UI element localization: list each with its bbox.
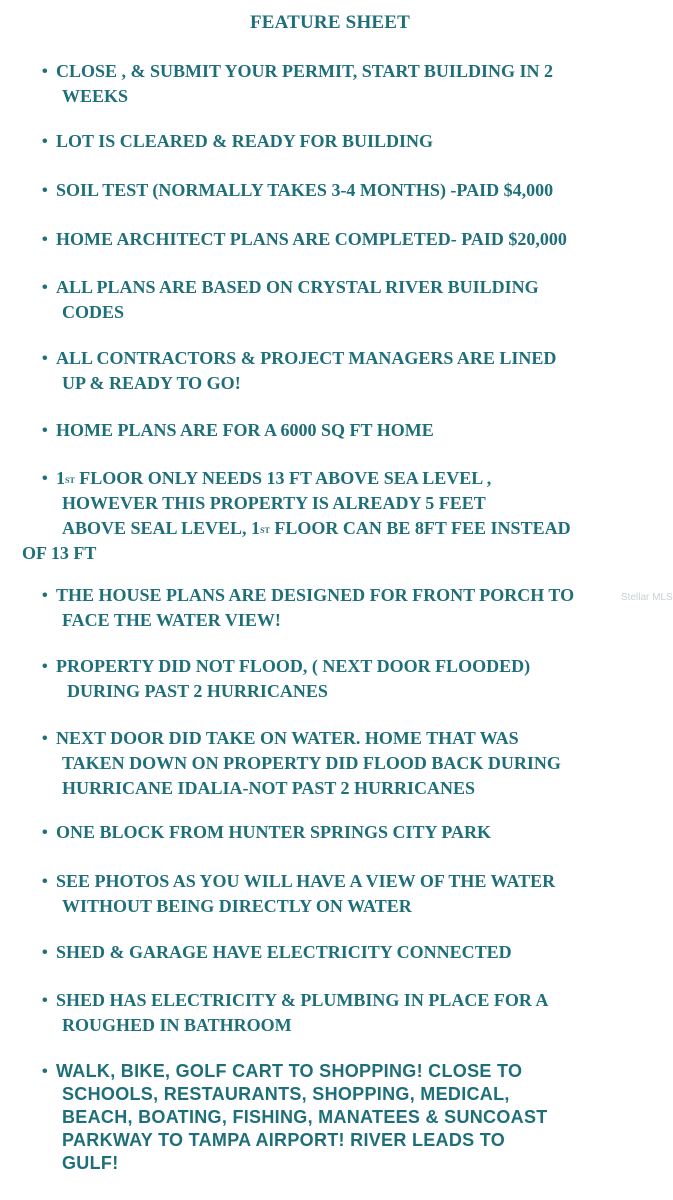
watermark: Stellar MLS: [621, 592, 673, 603]
list-item: [42, 820, 632, 845]
bullet-icon: •: [42, 658, 48, 675]
item-line: [42, 466, 632, 491]
item-line: PARKWAY TO TAMPA AIRPORT! RIVER LEADS TO: [62, 1130, 506, 1150]
item-line: HOWEVER THIS PROPERTY IS ALREADY 5 FEET: [62, 493, 486, 513]
list-item: [42, 869, 632, 919]
item-line: NEXT DOOR DID TAKE ON WATER. HOME THAT WAS: [56, 728, 519, 748]
list-item: [42, 654, 632, 704]
ordinal-suffix: ST: [260, 526, 270, 535]
list-item: [42, 418, 632, 443]
bullet-icon: •: [42, 730, 48, 747]
list-item: [42, 346, 632, 396]
item-line: HOME PLANS ARE FOR A 6000 SQ FT HOME: [56, 420, 434, 440]
list-item: [42, 726, 632, 801]
item-line: WEEKS: [62, 86, 129, 106]
bullet-icon: •: [42, 422, 48, 439]
bullet-icon: •: [42, 1063, 48, 1080]
item-text: FLOOR ONLY NEEDS 13 FT ABOVE SEA LEVEL ,: [74, 468, 492, 488]
bullet-icon: •: [42, 992, 48, 1009]
item-line: HURRICANE IDALIA-NOT PAST 2 HURRICANES: [62, 778, 476, 798]
item-line: SEE PHOTOS AS YOU WILL HAVE A VIEW OF THE WATER: [56, 871, 556, 891]
list-item: [42, 940, 632, 965]
item-line: SCHOOLS, RESTAURANTS, SHOPPING, MEDICAL,: [62, 1084, 510, 1104]
item-line: TAKEN DOWN ON PROPERTY DID FLOOD BACK DURING: [62, 753, 561, 773]
item-line: LOT IS CLEARED & READY FOR BUILDING: [56, 131, 434, 151]
list-item: [42, 275, 632, 325]
item-line: SHED & GARAGE HAVE ELECTRICITY CONNECTED: [56, 942, 512, 962]
item-line: DURING PAST 2 HURRICANES: [67, 681, 328, 701]
bullet-icon: •: [42, 873, 48, 890]
item-line: SHED HAS ELECTRICITY & PLUMBING IN PLACE FOR A: [56, 990, 549, 1010]
item-text: 1: [56, 468, 65, 488]
list-item: [42, 129, 632, 154]
list-item: [42, 583, 632, 633]
item-line: ROUGHED IN BATHROOM: [62, 1015, 292, 1035]
item-line: ONE BLOCK FROM HUNTER SPRINGS CITY PARK: [56, 822, 492, 842]
bullet-icon: •: [42, 350, 48, 367]
item-line: BEACH, BOATING, FISHING, MANATEES & SUNCOAST: [62, 1107, 548, 1127]
item-text: FLOOR CAN BE 8FT FEE INSTEAD: [269, 518, 571, 538]
item-line: ALL CONTRACTORS & PROJECT MANAGERS ARE LINED: [56, 348, 557, 368]
list-item: [42, 178, 632, 203]
list-item: [42, 988, 632, 1038]
bullet-icon: •: [42, 470, 48, 487]
item-line: WITHOUT BEING DIRECTLY ON WATER: [62, 896, 412, 916]
item-line: GULF!: [62, 1153, 119, 1173]
item-line: UP & READY TO GO!: [62, 373, 241, 393]
item-line: CODES: [62, 302, 125, 322]
item-line: [42, 516, 632, 541]
bullet-icon: •: [42, 63, 48, 80]
item-line: SOIL TEST (NORMALLY TAKES 3-4 MONTHS) -PAID $4,000: [56, 180, 554, 200]
bullet-icon: •: [42, 133, 48, 150]
list-item: [22, 466, 632, 566]
item-line: FACE THE WATER VIEW!: [62, 610, 281, 630]
item-line: OF 13 FT: [22, 543, 97, 563]
item-line: CLOSE , & SUBMIT YOUR PERMIT, START BUILDING IN 2: [56, 61, 553, 81]
list-item: [42, 227, 632, 252]
ordinal-suffix: ST: [65, 476, 75, 485]
bullet-icon: •: [42, 182, 48, 199]
list-item: [42, 59, 632, 109]
page-title: FEATURE SHEET: [249, 12, 411, 33]
bullet-icon: •: [42, 587, 48, 604]
item-line: THE HOUSE PLANS ARE DESIGNED FOR FRONT PORCH TO: [56, 585, 575, 605]
bullet-icon: •: [42, 279, 48, 296]
item-line: HOME ARCHITECT PLANS ARE COMPLETED- PAID $20,000: [56, 229, 567, 249]
bullet-icon: •: [42, 944, 48, 961]
list-item: [42, 1060, 632, 1175]
item-line: PROPERTY DID NOT FLOOD, ( NEXT DOOR FLOODED): [56, 656, 531, 676]
item-line: ALL PLANS ARE BASED ON CRYSTAL RIVER BUILDING: [56, 277, 539, 297]
bullet-icon: •: [42, 824, 48, 841]
bullet-icon: •: [42, 231, 48, 248]
item-text: ABOVE SEAL LEVEL, 1: [62, 518, 261, 538]
item-line: WALK, BIKE, GOLF CART TO SHOPPING! CLOSE TO: [56, 1061, 523, 1081]
